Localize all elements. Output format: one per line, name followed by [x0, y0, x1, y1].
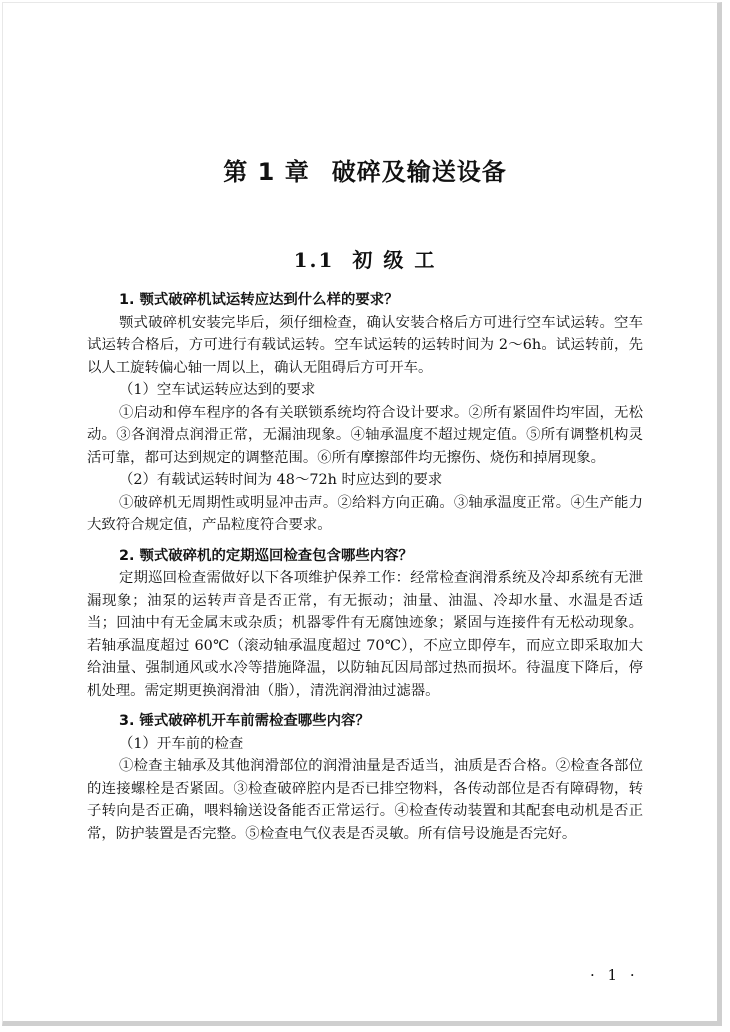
section-title [87, 244, 643, 273]
paragraph: 颚式破碎机安装完毕后，须仔细检查，确认安装合格后方可进行空车试运转。空车试运转合格后，方可进行有载试运转。空车试运转的运转时间为 2～6h。试运转前，先以人工旋转偏心轴一周以上，确认无阻碍后方可开车。 [87, 314, 643, 376]
question-title: 1. 颚式破碎机试运转应达到什么样的要求？ [119, 292, 399, 308]
paragraph: （1）开车前的检查 [119, 735, 244, 752]
section-number: 1.1 [293, 248, 335, 272]
paragraph: ①破碎机无周期性或明显冲击声。②给料方向正确。③轴承温度正常。④生产能力大致符合规定值，产品粒度符合要求。 [87, 494, 643, 533]
paragraph: （1）空车试运转应达到的要求 [119, 382, 316, 398]
paragraph: ①检查主轴承及其他润滑部位的润滑油量是否适当，油质是否合格。②检查各部位的连接螺栓是否紧固。③检查破碎腔内是否已排空物料，各传动部位是否有障碍物，转子转向是否正确，喂料输送设备能否正常运行。④检查传动装置和其配套电动机是否正常，防护装置是否完整。⑤检查电气仪表是否灵敏。所有信号设施是否完好。 [87, 758, 643, 842]
chapter-number: 第 1 章 [223, 158, 310, 186]
question-title: 3. 锤式破碎机开车前需检查哪些内容？ [119, 713, 370, 729]
page-number: · 1 · [590, 966, 639, 984]
question-title: 2. 颚式破碎机的定期巡回检查包含哪些内容？ [119, 547, 413, 564]
paragraph: 定期巡回检查需做好以下各项维护保养工作：经常检查润滑系统及冷却系统有无泄漏现象；油泵的运转声音是否正常，有无振动；油量、油温、冷却水量、水温是否适当；回油中有无金属末或杂质；机器零件有无腐蚀迹象；紧固与连接件有无松动现象。若轴承温度超过 60℃（滚动轴承温度超过 70℃），不应立即停车，而应立即采取加大给油量、强制通风或水冷等措施降温，以防轴瓦因局部过热而损坏。待温度下降后，停机处理。需定期更换润滑油（脂），清洗润滑油过滤器。 [87, 570, 643, 699]
chapter-title [87, 152, 643, 187]
body-text [87, 289, 643, 845]
paragraph: ①启动和停车程序的各有关联锁系统均符合设计要求。②所有紧固件均牢固，无松动。③各润滑点润滑正常，无漏油现象。④轴承温度不超过规定值。⑤所有调整机构灵活可靠，都可达到规定的调整范围。⑥所有摩擦部件均无擦伤、烧伤和掉屑现象。 [87, 404, 643, 466]
chapter-name: 破碎及输送设备 [331, 158, 507, 186]
paragraph: （2）有载试运转时间为 48～72h 时应达到的要求 [119, 472, 443, 488]
section-name: 初 级 工 [352, 248, 437, 272]
